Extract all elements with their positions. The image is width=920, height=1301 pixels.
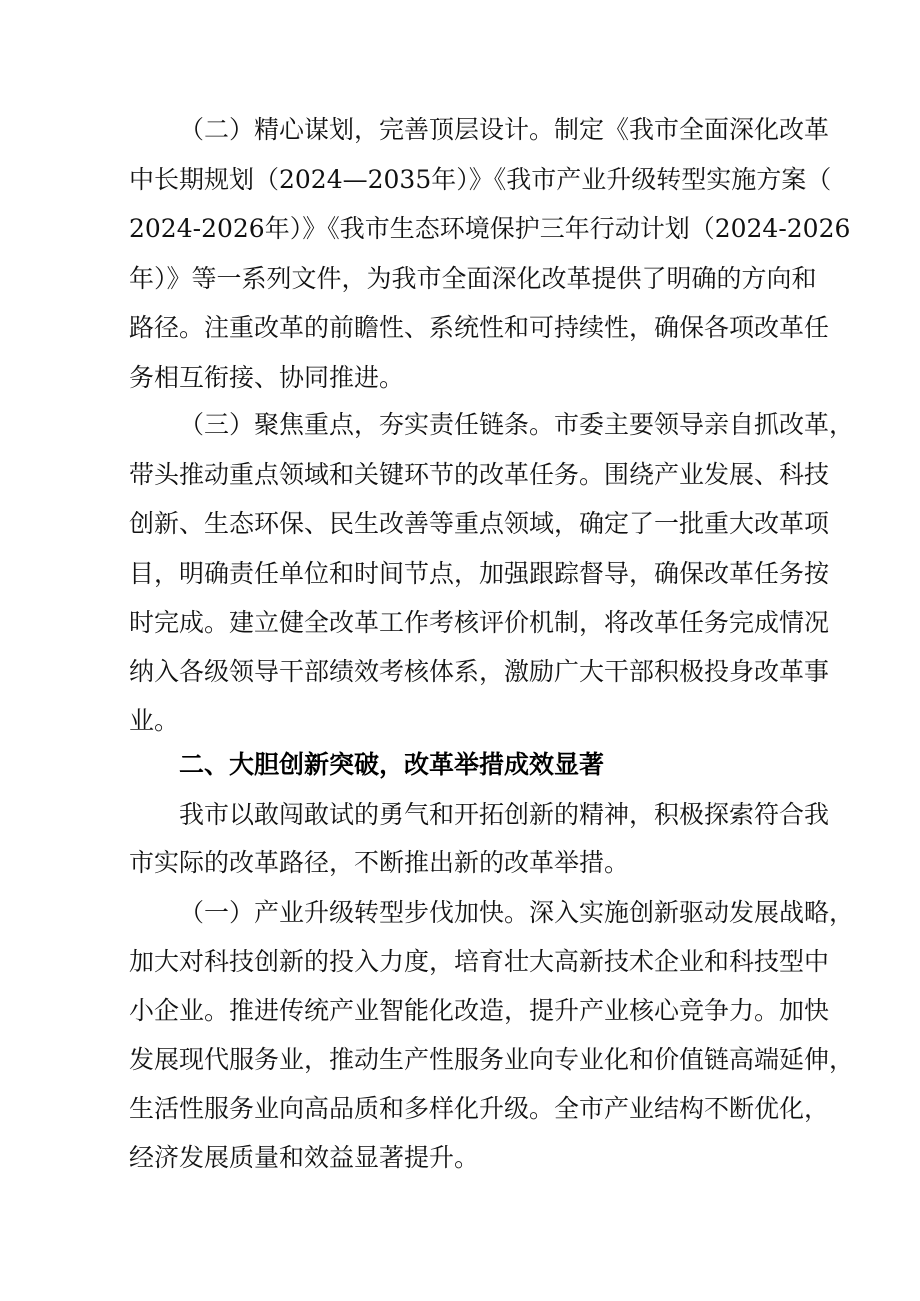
paragraph-1-line-3: 小企业。推进传统产业智能化改造，提升产业核心竞争力。加快 [129,996,830,1025]
paragraph-1-line-1: （一）产业升级转型步伐加快。深入实施创新驱动发展战略， [179,898,855,927]
paragraph-1-line-4: 发展现代服务业，推动生产性服务业向专业化和价值链高端延伸， [129,1045,855,1074]
paragraph-3-line-3: 创新、生态环保、民生改善等重点领域，确定了一批重大改革项 [129,509,830,538]
intro-paragraph-line-2: 市实际的改革路径，不断推出新的改革举措。 [129,848,630,877]
paragraph-1-line-2: 加大对科技创新的投入力度，培育壮大高新技术企业和科技型中 [129,947,830,976]
paragraph-3-line-7: 业。 [129,706,180,735]
paragraph-3-line-6: 纳入各级领导干部绩效考核体系，激励广大干部积极投身改革事 [129,657,830,686]
intro-paragraph-line-1: 我市以敢闯敢试的勇气和开拓创新的精神，积极探索符合我 [179,800,830,829]
paragraph-2-line-1: （二）精心谋划，完善顶层设计。制定《我市全面深化改革 [179,115,830,144]
paragraph-3-line-2: 带头推动重点领域和关键环节的改革任务。围绕产业发展、科技 [129,460,830,489]
paragraph-3-line-4: 目，明确责任单位和时间节点，加强跟踪督导，确保改革任务按 [129,559,830,588]
paragraph-3-line-5: 时完成。建立健全改革工作考核评价机制，将改革任务完成情况 [129,608,830,637]
paragraph-2-line-3: 2024-2026年）》《我市生态环境保护三年行动计划（2024-2026 [129,214,851,243]
paragraph-2-line-2: 中长期规划（2024—2035年）》《我市产业升级转型实施方案（ [129,165,832,194]
paragraph-2-line-6: 务相互衔接、协同推进。 [129,363,405,392]
section-heading: 二、大胆创新突破，改革举措成效显著 [179,750,605,779]
paragraph-1-line-6: 经济发展质量和效益显著提升。 [129,1143,480,1172]
paragraph-1-line-5: 生活性服务业向高品质和多样化升级。全市产业结构不断优化， [129,1094,830,1123]
paragraph-2-line-4: 年）》等一系列文件，为我市全面深化改革提供了明确的方向和 [129,264,817,293]
paragraph-2-line-5: 路径。注重改革的前瞻性、系统性和可持续性，确保各项改革任 [129,313,830,342]
paragraph-3-line-1: （三）聚焦重点，夯实责任链条。市委主要领导亲自抓改革， [179,410,855,439]
